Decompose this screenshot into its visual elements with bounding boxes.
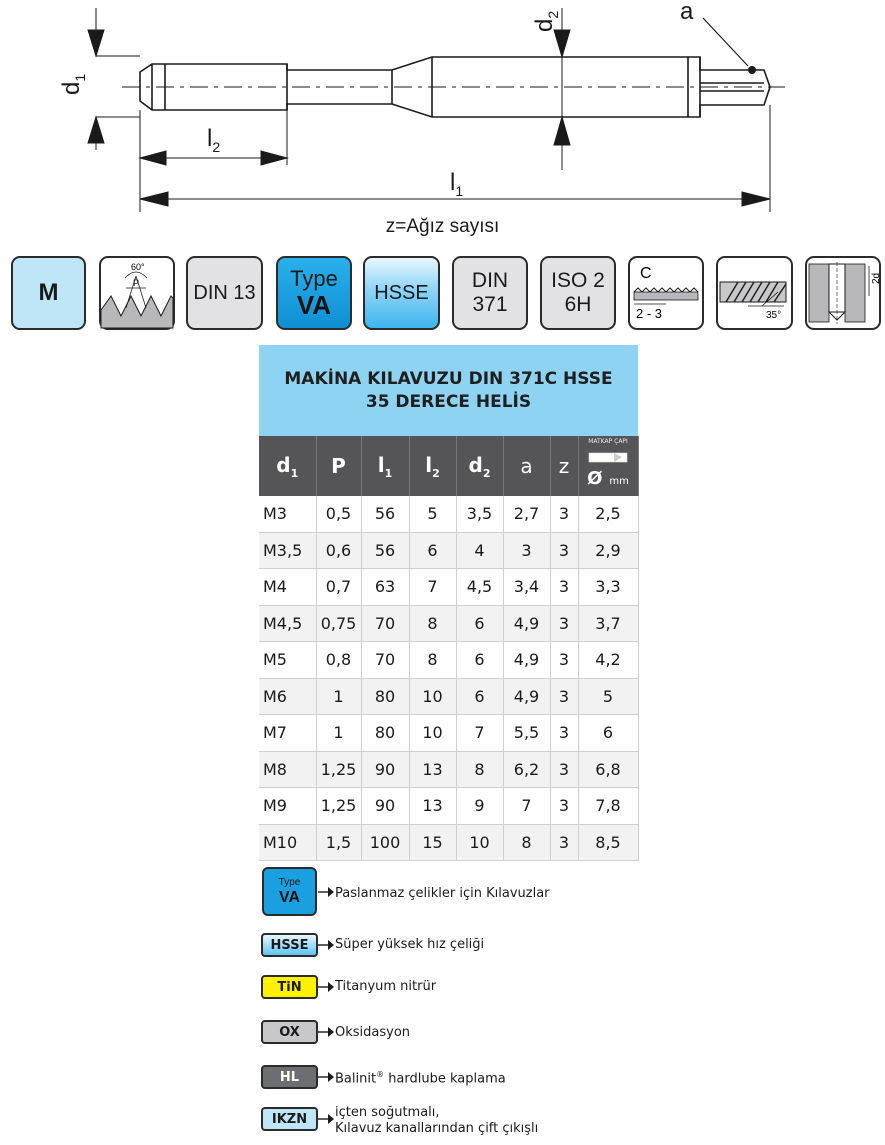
- drill-icon: [588, 451, 628, 465]
- table-cell: M3,5: [259, 532, 316, 569]
- table-cell: 90: [361, 788, 409, 825]
- table-cell: 0,6: [316, 532, 361, 569]
- legend-arrow-icon: [318, 886, 334, 898]
- table-row: [259, 642, 638, 679]
- table-cell: 63: [361, 569, 409, 606]
- legend-arrow-icon: [318, 939, 334, 951]
- label-l1: $l_1$: [450, 169, 464, 199]
- legend-ikzn-text: içten soğutmalı, Kılavuz kanallarından çift çıkışlı: [335, 1105, 539, 1137]
- table-cell: 15: [409, 824, 456, 861]
- table-cell: M9: [259, 788, 316, 825]
- table-row: [259, 788, 638, 825]
- legend-arrow-icon: [318, 1113, 334, 1125]
- header-drill-diameter: MATKAP ÇAPI Ø mm: [578, 436, 638, 496]
- label-a: a: [680, 0, 694, 25]
- flute-count-note: z=Ağız sayısı: [385, 216, 500, 237]
- table-cell: 3: [550, 751, 578, 788]
- legend-tin-badge: TiN: [261, 975, 318, 999]
- table-cell: 4,9: [503, 605, 550, 642]
- legend-ox-badge: OX: [261, 1020, 318, 1044]
- table-cell: M4: [259, 569, 316, 606]
- din13-standard-icon: DIN 13: [186, 256, 263, 330]
- table-title: MAKİNA KILAVUZU DIN 371C HSSE 35 DERECE HELİS: [259, 345, 638, 436]
- table-cell: 8: [409, 642, 456, 679]
- table-cell: 8: [503, 824, 550, 861]
- tap-technical-drawing: [0, 0, 885, 215]
- label-d2: $d_2$: [531, 10, 561, 32]
- table-row: [259, 678, 638, 715]
- legend-hsse-text: Süper yüksek hız çeliği: [335, 937, 485, 952]
- table-cell: 1,25: [316, 788, 361, 825]
- table-cell: 56: [361, 532, 409, 569]
- table-cell: 3: [550, 605, 578, 642]
- legend-arrow-icon: [318, 1026, 334, 1038]
- label-d1: $d_1$: [58, 73, 88, 95]
- table-cell: 3: [550, 532, 578, 569]
- table-cell: 0,75: [316, 605, 361, 642]
- table-row: [259, 751, 638, 788]
- header-d2: $d_2$: [456, 436, 503, 496]
- table-cell: 6,2: [503, 751, 550, 788]
- table-cell: 90: [361, 751, 409, 788]
- square-drive-point: [748, 66, 756, 74]
- table-row: [259, 605, 638, 642]
- table-cell: 4: [456, 532, 503, 569]
- table-cell: 4,9: [503, 678, 550, 715]
- table-cell: M4,5: [259, 605, 316, 642]
- svg-text:C: C: [640, 265, 652, 282]
- table-row: [259, 824, 638, 861]
- table-cell: 3: [550, 715, 578, 752]
- table-cell: M5: [259, 642, 316, 679]
- table-cell: 2,5: [578, 496, 638, 532]
- svg-text:P: P: [133, 278, 140, 288]
- table-cell: 100: [361, 824, 409, 861]
- svg-text:60°: 60°: [131, 262, 145, 272]
- header-l2: $l_2$: [409, 436, 456, 496]
- header-d1: $d_1$: [259, 436, 316, 496]
- table-cell: M10: [259, 824, 316, 861]
- legend-type-va-badge: Type VA: [262, 867, 317, 916]
- header-l1: $l_1$: [361, 436, 409, 496]
- table-cell: 6: [456, 642, 503, 679]
- table-cell: 5: [578, 678, 638, 715]
- header-a: a: [503, 436, 550, 496]
- table-cell: 4,5: [456, 569, 503, 606]
- table-cell: 7,8: [578, 788, 638, 825]
- table-row: [259, 569, 638, 606]
- legend-arrow-icon: [318, 981, 334, 993]
- table-cell: 8: [409, 605, 456, 642]
- table-cell: 2,9: [578, 532, 638, 569]
- table-cell: 10: [409, 678, 456, 715]
- table-cell: 80: [361, 678, 409, 715]
- table-cell: 6,8: [578, 751, 638, 788]
- table-cell: 6: [409, 532, 456, 569]
- legend-ikzn-badge: IKZN: [261, 1107, 318, 1131]
- table-cell: M7: [259, 715, 316, 752]
- table-cell: 4,9: [503, 642, 550, 679]
- legend-hl-badge: HL: [261, 1065, 318, 1089]
- thread-depth-2d-icon: [805, 256, 881, 330]
- table-cell: 10: [409, 715, 456, 752]
- metric-thread-icon: M: [11, 256, 86, 330]
- table-cell: 3: [550, 569, 578, 606]
- iso2-6h-tolerance-icon: ISO 2 6H: [540, 256, 616, 330]
- table-cell: 1,5: [316, 824, 361, 861]
- table-cell: 0,8: [316, 642, 361, 679]
- din371-standard-icon: DIN 371: [452, 256, 528, 330]
- legend-hl-text: Balinit® hardlube kaplama: [335, 1070, 506, 1087]
- table-cell: 8,5: [578, 824, 638, 861]
- type-va-icon: Type VA: [276, 256, 352, 330]
- svg-text:2 - 3: 2 - 3: [636, 306, 663, 321]
- table-cell: 70: [361, 605, 409, 642]
- table-cell: 13: [409, 788, 456, 825]
- table-cell: 7: [456, 715, 503, 752]
- table-cell: 6: [456, 605, 503, 642]
- table-cell: 80: [361, 715, 409, 752]
- table-cell: 1: [316, 678, 361, 715]
- table-cell: 3: [550, 788, 578, 825]
- header-p: P: [316, 436, 361, 496]
- table-cell: 8: [456, 751, 503, 788]
- table-cell: 6: [578, 715, 638, 752]
- table-cell: 0,7: [316, 569, 361, 606]
- table-cell: 3: [550, 678, 578, 715]
- spiral-flute-35-icon: [716, 256, 793, 330]
- legend-hsse-badge: HSSE: [261, 933, 318, 957]
- table-cell: 56: [361, 496, 409, 532]
- table-cell: 3,5: [456, 496, 503, 532]
- legend-tin-text: Titanyum nitrür: [335, 979, 437, 994]
- tap-spec-table: [259, 436, 639, 861]
- table-cell: 4,2: [578, 642, 638, 679]
- legend-type-va-text: Paslanmaz çelikler için Kılavuzlar: [335, 886, 550, 901]
- svg-text:35°: 35°: [766, 310, 782, 321]
- table-cell: 10: [456, 824, 503, 861]
- table-cell: 7: [503, 788, 550, 825]
- svg-text:2d: 2d: [871, 272, 882, 284]
- thread-profile-icon: [99, 256, 175, 330]
- table-cell: 5: [409, 496, 456, 532]
- table-cell: 3: [550, 824, 578, 861]
- table-cell: 7: [409, 569, 456, 606]
- table-cell: 3,7: [578, 605, 638, 642]
- hsse-material-icon: HSSE: [363, 256, 440, 330]
- table-header-row: [259, 436, 638, 496]
- table-cell: 5,5: [503, 715, 550, 752]
- table-cell: 70: [361, 642, 409, 679]
- table-cell: 3: [550, 642, 578, 679]
- table-row: [259, 715, 638, 752]
- table-cell: 6: [456, 678, 503, 715]
- table-cell: 0,5: [316, 496, 361, 532]
- table-row: [259, 496, 638, 532]
- table-cell: 1,25: [316, 751, 361, 788]
- table-cell: 2,7: [503, 496, 550, 532]
- table-cell: M6: [259, 678, 316, 715]
- legend-ox-text: Oksidasyon: [335, 1025, 411, 1040]
- chamfer-form-c-icon: [628, 256, 704, 330]
- table-cell: 3: [550, 496, 578, 532]
- label-l2: $l_2$: [207, 125, 221, 155]
- table-cell: 9: [456, 788, 503, 825]
- legend-arrow-icon: [318, 1071, 334, 1083]
- table-row: [259, 532, 638, 569]
- table-cell: M8: [259, 751, 316, 788]
- table-cell: 3,3: [578, 569, 638, 606]
- table-cell: 3,4: [503, 569, 550, 606]
- table-cell: 1: [316, 715, 361, 752]
- header-z: z: [550, 436, 578, 496]
- table-cell: 3: [503, 532, 550, 569]
- table-cell: M3: [259, 496, 316, 532]
- table-cell: 13: [409, 751, 456, 788]
